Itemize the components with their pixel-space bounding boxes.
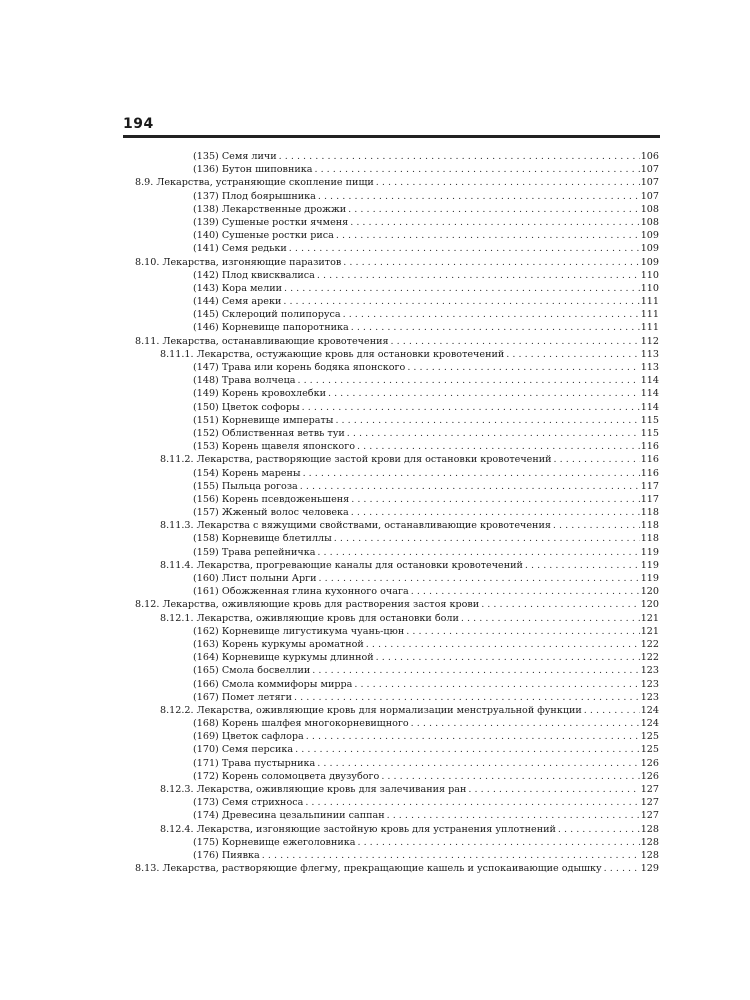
toc-entry-page: 122 (640, 652, 659, 664)
toc-entry (0, 401, 750, 414)
toc-entry-title: (154) Корень марены (193, 467, 301, 479)
toc-entry (0, 150, 750, 163)
dot-leader (468, 783, 639, 796)
toc-entry-page: 107 (640, 164, 659, 176)
dot-leader (283, 295, 639, 308)
toc-entry-page: 116 (640, 454, 659, 466)
dot-leader (347, 427, 640, 440)
toc-entry-title: (139) Сушеные ростки ячменя (193, 216, 349, 228)
toc-entry-page: 109 (640, 256, 659, 268)
toc-entry (0, 453, 750, 466)
dot-leader (604, 862, 640, 875)
toc-entry-page: 111 (640, 296, 659, 308)
toc-entry-page: 123 (640, 678, 659, 690)
toc-entry-title: (155) Пыльца рогоза (193, 480, 298, 492)
toc-entry-page: 107 (640, 190, 659, 202)
dot-leader (481, 598, 640, 611)
toc-entry-title: (168) Корень шалфея многокорневищного (193, 718, 409, 730)
toc-entry (0, 308, 750, 321)
toc-entry-page: 128 (640, 823, 659, 835)
toc-entry (0, 743, 750, 756)
dot-leader (351, 506, 640, 519)
toc-entry-page: 124 (640, 704, 659, 716)
dot-leader (334, 532, 640, 545)
toc-entry-page: 128 (640, 836, 659, 848)
toc-entry (0, 361, 750, 374)
dot-leader (289, 242, 640, 255)
toc-entry-page: 119 (640, 559, 659, 571)
toc-entry-title: (162) Корневище лигустикума чуань-цюн (193, 625, 405, 637)
toc-entry-page: 108 (640, 216, 659, 228)
toc-entry-page: 114 (640, 375, 659, 387)
dot-leader (335, 414, 639, 427)
dot-leader (297, 374, 639, 387)
toc-entry (0, 480, 750, 493)
dot-leader (317, 546, 639, 559)
dot-leader (354, 678, 639, 691)
toc-entry (0, 862, 750, 875)
toc-entry-page: 122 (640, 638, 659, 650)
toc-entry-page: 116 (640, 467, 659, 479)
toc-entry-page: 120 (640, 586, 659, 598)
toc-entry-page: 114 (640, 401, 659, 413)
toc-entry-page: 127 (640, 797, 659, 809)
toc-entry-page: 128 (640, 849, 659, 861)
toc-entry-page: 107 (640, 177, 659, 189)
toc-entry-title: 8.13. Лекарства, растворяющие флегму, прекращающие кашель и успокаивающие одышку (135, 863, 602, 875)
toc-entry-title: (144) Семя ареки (193, 296, 282, 308)
toc-entry (0, 836, 750, 849)
toc-entry-title: (171) Трава пустырника (193, 757, 316, 769)
toc-entry (0, 242, 750, 255)
dot-leader (411, 717, 640, 730)
toc-entry-title: (164) Корневище куркумы длинной (193, 652, 374, 664)
toc-entry-title: 8.11.3. Лекарства с вяжущими свойствами, останавливающие кровотечения (160, 520, 551, 532)
dot-leader (294, 691, 640, 704)
toc-entry-page: 125 (640, 731, 659, 743)
toc-entry (0, 176, 750, 189)
toc-entry-title: (138) Лекарственные дрожжи (193, 203, 347, 215)
toc-entry-title: (169) Цветок сафлора (193, 731, 304, 743)
toc-entry-page: 115 (640, 427, 659, 439)
toc-entry-page: 108 (640, 203, 659, 215)
toc-entry (0, 757, 750, 770)
toc-entry-title: (176) Пиявка (193, 849, 260, 861)
toc-entry-title: 8.11. Лекарства, останавливающие кровотечения (135, 335, 389, 347)
toc-entry (0, 163, 750, 176)
toc-entry (0, 269, 750, 282)
dot-leader (350, 216, 639, 229)
toc-entry-title: 8.12.3. Лекарства, оживляющие кровь для залечивания ран (160, 784, 467, 795)
toc-entry (0, 598, 750, 611)
dot-leader (554, 453, 640, 466)
toc-entry-title: (140) Сушеные ростки риса (193, 230, 334, 242)
dot-leader (279, 150, 640, 163)
toc-entry-page: 129 (640, 863, 659, 875)
dot-leader (506, 348, 639, 361)
dot-leader (305, 796, 639, 809)
toc-entry (0, 387, 750, 400)
dot-leader (343, 256, 639, 269)
toc-entry-title: (150) Цветок софоры (193, 401, 300, 413)
toc-entry (0, 282, 750, 295)
toc-entry-title: (142) Плод квисквалиса (193, 269, 315, 281)
toc-entry-title: (137) Плод боярышника (193, 190, 316, 202)
toc-entry-title: (156) Корень псевдоженьшеня (193, 493, 350, 505)
toc-entry-page: 110 (640, 269, 659, 281)
toc-entry-page: 120 (640, 599, 659, 611)
dot-leader (343, 308, 640, 321)
dot-leader (351, 493, 639, 506)
toc-entry-page: 113 (640, 348, 659, 360)
toc-entry-page: 127 (640, 784, 659, 795)
toc-entry (0, 414, 750, 427)
dot-leader (391, 335, 640, 348)
toc-entry-title: (170) Семя персика (193, 744, 294, 756)
toc-entry-page: 111 (640, 309, 659, 321)
toc-entry (0, 427, 750, 440)
toc-entry (0, 849, 750, 862)
toc-entry-title: (151) Корневище императы (193, 414, 334, 426)
toc-entry (0, 730, 750, 743)
page-number: 194 (123, 116, 154, 132)
toc-entry (0, 546, 750, 559)
toc-entry (0, 638, 750, 651)
toc-entry-title: 8.11.4. Лекарства, прогревающие каналы для остановки кровотечений (160, 559, 523, 571)
dot-leader (584, 704, 640, 717)
dot-leader (366, 638, 640, 651)
toc-entry-title: (175) Корневище ежеголовника (193, 836, 356, 848)
toc-entry (0, 519, 750, 532)
dot-leader (336, 229, 640, 242)
toc-entry-title: (136) Бутон шиповника (193, 164, 313, 176)
toc-entry (0, 216, 750, 229)
toc-entry (0, 612, 750, 625)
toc-entry-page: 109 (640, 230, 659, 242)
toc-entry (0, 796, 750, 809)
dot-leader (357, 836, 639, 849)
toc-entry-title: (135) Семя личи (193, 151, 277, 162)
toc-entry-title: 8.12.4. Лекарства, изгоняющие застойную кровь для устранения уплотнений (160, 823, 556, 835)
toc-entry-page: 126 (640, 770, 659, 782)
toc-entry (0, 335, 750, 348)
toc-entry (0, 321, 750, 334)
toc-entry (0, 585, 750, 598)
toc-entry-title: (146) Корневище папоротника (193, 322, 349, 334)
toc-entry-title: (149) Корень кровохлебки (193, 388, 326, 400)
toc-entry-page: 119 (640, 546, 659, 558)
toc-entry-title: (161) Обожженная глина кухонного очага (193, 586, 409, 598)
dot-leader (406, 625, 639, 638)
toc-entry-page: 124 (640, 718, 659, 730)
toc-entry-title: 8.11.1. Лекарства, остужающие кровь для остановки кровотечений (160, 348, 505, 360)
toc-entry-page: 115 (640, 414, 659, 426)
toc-entry (0, 440, 750, 453)
dot-leader (302, 401, 640, 414)
toc-entry-title: (163) Корень куркумы ароматной (193, 638, 364, 650)
toc-entry-page: 109 (640, 243, 659, 255)
toc-entry (0, 559, 750, 572)
toc-entry-title: (167) Помет летяги (193, 691, 293, 703)
toc-entry-title: (145) Склероций полипоруса (193, 309, 341, 321)
toc-entry-page: 118 (640, 533, 659, 545)
dot-leader (525, 559, 640, 572)
dot-leader (411, 585, 640, 598)
dot-leader (319, 572, 640, 585)
dot-leader (553, 519, 640, 532)
toc-entry (0, 664, 750, 677)
dot-leader (376, 176, 640, 189)
dot-leader (318, 190, 640, 203)
toc-entry-title: (166) Смола коммифоры мирра (193, 678, 353, 690)
toc-entry-page: 106 (640, 151, 659, 162)
header-rule (123, 135, 660, 138)
toc-entry (0, 203, 750, 216)
toc-entry (0, 691, 750, 704)
toc-entry (0, 717, 750, 730)
toc-entry-page: 110 (640, 282, 659, 294)
toc-entry (0, 493, 750, 506)
toc-entry-title: 8.10. Лекарства, изгоняющие паразитов (135, 256, 342, 268)
toc-entry-page: 112 (640, 335, 659, 347)
toc-entry (0, 506, 750, 519)
toc-entry (0, 256, 750, 269)
toc-entry-page: 123 (640, 665, 659, 677)
dot-leader (312, 664, 639, 677)
dot-leader (284, 282, 640, 295)
toc-entry-title: (159) Трава репейничка (193, 546, 316, 558)
toc-entry-title: (148) Трава волчеца (193, 375, 296, 387)
dot-leader (387, 809, 640, 822)
toc-entry-title: (173) Семя стрихноса (193, 797, 304, 809)
toc-entry-title: (165) Смола босвеллии (193, 665, 311, 677)
dot-leader (351, 321, 640, 334)
toc-entry-page: 111 (640, 322, 659, 334)
toc-entry-title: (158) Корневище блетиллы (193, 533, 332, 545)
dot-leader (295, 743, 640, 756)
dot-leader (376, 651, 640, 664)
toc-entry-page: 118 (640, 507, 659, 519)
toc-entry-page: 117 (640, 493, 659, 505)
toc-entry (0, 783, 750, 796)
toc-entry-title: (143) Кора мелии (193, 282, 282, 294)
toc-entry (0, 704, 750, 717)
dot-leader (314, 163, 639, 176)
toc-entry-page: 121 (640, 612, 659, 624)
toc-entry (0, 809, 750, 822)
toc-entry-title: 8.12.1. Лекарства, оживляющие кровь для остановки боли (160, 612, 459, 624)
dot-leader (381, 770, 639, 783)
toc-entry-page: 119 (640, 573, 659, 584)
toc-entry (0, 348, 750, 361)
toc-entry (0, 770, 750, 783)
dot-leader (461, 612, 640, 625)
dot-leader (300, 480, 640, 493)
toc-entry-page: 113 (640, 362, 659, 373)
dot-leader (348, 203, 640, 216)
toc-entry (0, 467, 750, 480)
toc-entry-title: 8.9. Лекарства, устраняющие скопление пищи (135, 177, 374, 189)
toc-entry (0, 295, 750, 308)
dot-leader (328, 387, 640, 400)
toc-entry-title: 8.12. Лекарства, оживляющие кровь для растворения застоя крови (135, 599, 480, 611)
dot-leader (262, 849, 640, 862)
dot-leader (357, 440, 640, 453)
toc-entry (0, 532, 750, 545)
dot-leader (317, 757, 639, 770)
toc-entry-page: 116 (640, 441, 659, 453)
toc-entry-title: (152) Облиственная ветвь туи (193, 427, 345, 439)
toc-entry-page: 125 (640, 744, 659, 756)
toc-entry-title: (141) Семя редьки (193, 243, 287, 255)
toc-entry (0, 374, 750, 387)
toc-entry-page: 126 (640, 757, 659, 769)
table-of-contents (0, 150, 750, 875)
dot-leader (303, 467, 640, 480)
toc-entry (0, 190, 750, 203)
toc-entry-title: (147) Трава или корень бодяка японского (193, 362, 406, 373)
toc-entry-title: 8.12.2. Лекарства, оживляющие кровь для нормализации менструальной функции (160, 704, 582, 716)
toc-entry-title: (157) Жженый волос человека (193, 507, 349, 519)
toc-entry (0, 678, 750, 691)
toc-entry-title: (172) Корень соломоцвета двузубого (193, 770, 380, 782)
toc-entry-title: (153) Корень щавеля японского (193, 441, 356, 453)
toc-entry (0, 625, 750, 638)
toc-entry (0, 823, 750, 836)
toc-entry-title: (174) Древесина цезальпинии саппан (193, 810, 385, 822)
toc-entry-title: 8.11.2. Лекарства, растворяющие застой крови для остановки кровотечений (160, 454, 552, 466)
dot-leader (558, 823, 640, 836)
toc-entry-page: 118 (640, 520, 659, 532)
toc-entry-page: 117 (640, 480, 659, 492)
dot-leader (306, 730, 640, 743)
toc-entry (0, 229, 750, 242)
toc-entry-page: 127 (640, 810, 659, 822)
toc-entry (0, 572, 750, 585)
toc-entry-title: (160) Лист полыни Арги (193, 573, 317, 584)
dot-leader (317, 269, 640, 282)
toc-entry-page: 121 (640, 625, 659, 637)
toc-entry (0, 651, 750, 664)
toc-entry-page: 114 (640, 388, 659, 400)
dot-leader (407, 361, 639, 374)
toc-entry-page: 123 (640, 691, 659, 703)
